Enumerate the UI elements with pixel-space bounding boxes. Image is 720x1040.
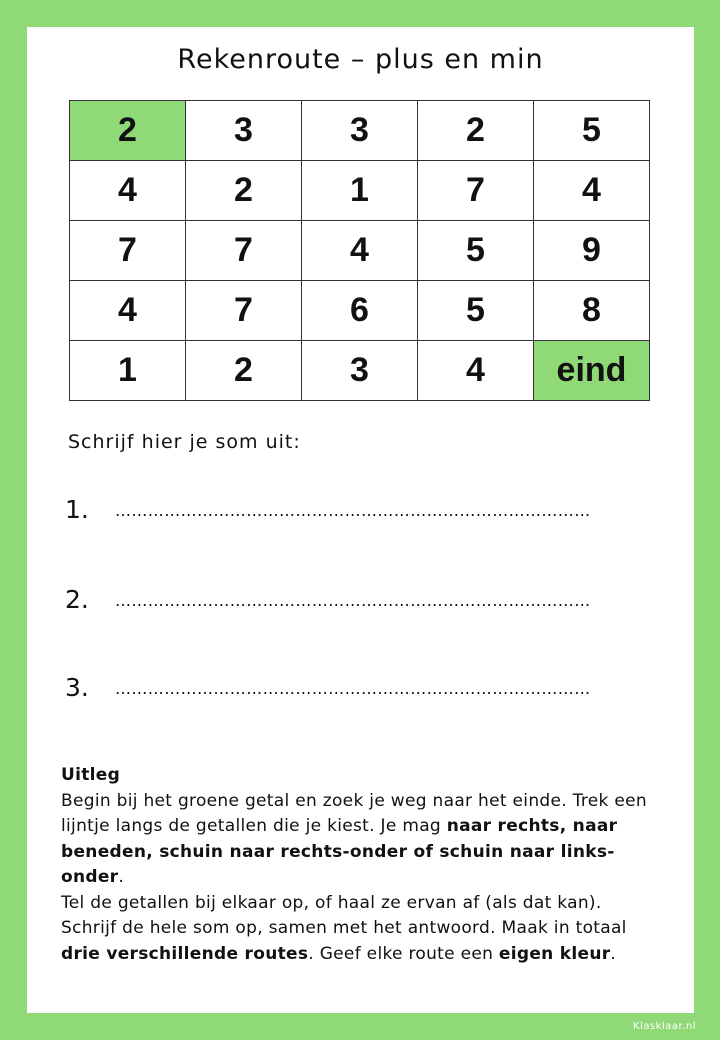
footer-credit: Klasklaar.nl [633, 1021, 696, 1032]
grid-cell[interactable]: 5 [418, 281, 534, 341]
text-run: . [118, 867, 125, 887]
grid-row [70, 161, 650, 221]
explanation-block [61, 763, 659, 967]
bold-text: drie verschillende routes [61, 943, 309, 964]
bold-text: naar rechts, naar beneden, schuin naar rechts-onder of schuin naar links-onder [61, 816, 618, 887]
grid-cell[interactable]: 3 [186, 101, 302, 161]
grid-cell[interactable]: 1 [70, 341, 186, 401]
grid-row [70, 341, 650, 401]
grid-cell[interactable]: 1 [302, 161, 418, 221]
grid-cell[interactable]: 6 [302, 281, 418, 341]
grid-row [70, 281, 650, 341]
grid-cell[interactable]: 3 [302, 341, 418, 401]
instruction-prompt: Schrijf hier je som uit: [68, 431, 301, 453]
grid-cell-start[interactable]: 2 [70, 101, 186, 161]
explanation-heading: Uitleg [61, 765, 121, 785]
answer-line-1[interactable] [65, 495, 665, 524]
grid-cell[interactable]: 2 [418, 101, 534, 161]
grid-cell[interactable]: 4 [302, 221, 418, 281]
grid-cell[interactable]: 7 [418, 161, 534, 221]
grid-cell[interactable]: 4 [70, 161, 186, 221]
answer-dots[interactable]: …………………………………………………………………………… [115, 679, 591, 698]
text-run: Begin bij het groene getal en zoek je weg naar het einde. Trek een lijntje langs de getallen die je kiest. Je mag [61, 790, 647, 836]
answer-number: 1. [65, 495, 89, 524]
answer-number: 2. [65, 585, 89, 614]
grid-row [70, 221, 650, 281]
worksheet [27, 27, 694, 1013]
answer-line-2[interactable] [65, 585, 665, 614]
grid-cell[interactable]: 7 [70, 221, 186, 281]
answer-dots[interactable]: …………………………………………………………………………… [115, 501, 591, 520]
grid-row [70, 101, 650, 161]
text-run: . [610, 943, 617, 964]
bold-text: eigen kleur [498, 943, 611, 964]
answer-number: 3. [65, 673, 89, 702]
grid-cell[interactable]: 5 [418, 221, 534, 281]
text-run: Tel de getallen bij elkaar op, of haal ze ervan af (als dat kan). Schrijf de hele som op, samen met het antwoord. Maak in totaal [61, 892, 627, 938]
grid-cell[interactable]: 4 [418, 341, 534, 401]
grid-cell[interactable]: 7 [186, 281, 302, 341]
grid-cell[interactable]: 3 [302, 101, 418, 161]
explanation-paragraph-1 [61, 789, 659, 891]
explanation-paragraph-2 [61, 891, 659, 968]
text-run: . Geef elke route een [308, 943, 499, 964]
number-grid [69, 100, 650, 401]
grid-cell[interactable]: 8 [534, 281, 650, 341]
grid-cell[interactable]: 9 [534, 221, 650, 281]
grid-cell[interactable]: 2 [186, 341, 302, 401]
grid-cell[interactable]: 4 [534, 161, 650, 221]
grid-cell[interactable]: 2 [186, 161, 302, 221]
answer-line-3[interactable] [65, 673, 665, 702]
grid-cell[interactable]: 5 [534, 101, 650, 161]
grid-cell-end[interactable]: eind [534, 341, 650, 401]
answer-dots[interactable]: …………………………………………………………………………… [115, 591, 591, 610]
grid-cell[interactable]: 7 [186, 221, 302, 281]
grid-cell[interactable]: 4 [70, 281, 186, 341]
page-title: Rekenroute – plus en min [177, 44, 544, 75]
